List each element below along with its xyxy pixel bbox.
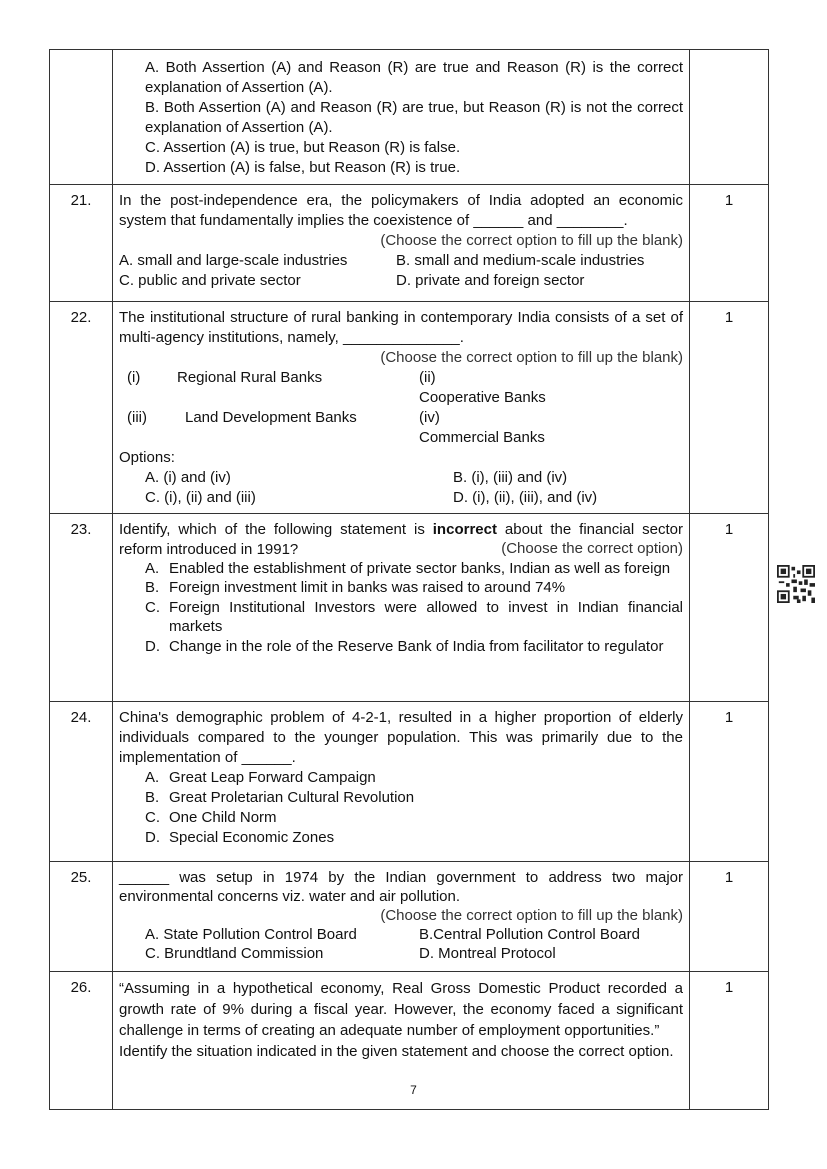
marks-cell: 1 — [690, 972, 769, 1110]
question-number — [50, 50, 113, 185]
option-c: C. (i), (ii) and (iii) — [145, 489, 256, 506]
option-b: B. Foreign investment limit in banks was raised to around 74% — [145, 579, 566, 596]
question-body — [113, 862, 690, 972]
question-row-25 — [50, 862, 769, 972]
question-number: 26. — [50, 972, 113, 1110]
question-number: 24. — [50, 702, 113, 862]
marks-cell: 1 — [690, 302, 769, 514]
question-number: 22. — [50, 302, 113, 514]
list-item: (i) Regional Rural Banks — [127, 369, 323, 386]
option-d: D. Special Economic Zones — [145, 829, 335, 846]
marks-cell: 1 — [690, 862, 769, 972]
question-number: 25. — [50, 862, 113, 972]
question-row-21 — [50, 185, 769, 302]
option-a: A. Both Assertion (A) and Reason (R) are true and Reason (R) is the correct explanation of Assertion (A). — [145, 59, 683, 96]
question-body — [113, 302, 690, 514]
question-body — [113, 185, 690, 302]
option-b: B. Both Assertion (A) and Reason (R) are true, but Reason (R) is not the correct explanation of Assertion (A). — [145, 99, 683, 136]
question-text: Identify, which of the following statement is incorrect about the financial sector reform introduced in 1991? — [119, 521, 683, 558]
option-c: C. One Child Norm — [145, 809, 277, 826]
page-number: 7 — [410, 1083, 417, 1097]
option-d: D. private and foreign sector — [396, 272, 585, 289]
option-c: C. public and private sector — [119, 272, 301, 289]
option-c: C. Foreign Institutional Investors were allowed to invest in Indian financial markets — [145, 598, 683, 635]
question-table — [49, 49, 769, 1110]
question-row-22 — [50, 302, 769, 514]
list-item: (iv) Commercial Banks — [419, 409, 545, 446]
emphasis-text: incorrect — [432, 521, 497, 538]
list-item: (iii) Land Development Banks — [127, 409, 357, 426]
marks-cell — [690, 50, 769, 185]
question-row-20 — [50, 50, 769, 185]
option-b: B. (i), (iii) and (iv) — [453, 469, 568, 486]
list-item: (ii) Cooperative Banks — [419, 369, 546, 406]
option-c: C. Assertion (A) is true, but Reason (R) is false. — [145, 139, 461, 156]
question-instruction: (Choose the correct option to fill up the blank) — [380, 907, 683, 924]
option-d: D. (i), (ii), (iii), and (iv) — [453, 489, 598, 506]
qr-code-icon — [777, 565, 815, 603]
question-text: In the post-independence era, the policymakers of India adopted an economic system that fundamentally implies the coexistence of ______ and ________. — [119, 192, 683, 229]
option-a: A. State Pollution Control Board — [145, 926, 357, 943]
marks-cell: 1 — [690, 185, 769, 302]
option-d: D. Montreal Protocol — [419, 945, 556, 962]
question-body — [113, 702, 690, 862]
marks-cell: 1 — [690, 702, 769, 862]
option-d: D. Change in the role of the Reserve Bank of India from facilitator to regulator — [145, 637, 664, 655]
option-c: C. Brundtland Commission — [145, 945, 324, 962]
question-row-23 — [50, 514, 769, 702]
option-a: A. Great Leap Forward Campaign — [145, 769, 376, 786]
question-text: China's demographic problem of 4-2-1, resulted in a higher proportion of elderly individuals compared to the younger population. This was primarily due to the implementation of ______. — [119, 709, 683, 766]
question-prompt: Identify the situation indicated in the given statement and choose the correct option. — [119, 1043, 674, 1060]
question-instruction: (Choose the correct option) — [501, 540, 683, 557]
option-b: B. Great Proletarian Cultural Revolution — [145, 789, 415, 806]
option-a: A. Enabled the establishment of private sector banks, Indian as well as foreign — [145, 559, 671, 577]
question-number: 23. — [50, 514, 113, 702]
option-d: D. Assertion (A) is false, but Reason (R) is true. — [145, 159, 461, 176]
question-body — [113, 514, 690, 702]
option-b: B.Central Pollution Control Board — [419, 926, 640, 943]
question-text: “Assuming in a hypothetical economy, Real Gross Domestic Product recorded a growth rate of 9% during a fiscal year. However, the economy faced a significant challenge in terms of creating an adequate number of employment opportunities.” — [119, 980, 683, 1039]
option-a: A. small and large-scale industries — [119, 252, 348, 269]
options-label: Options: — [119, 449, 175, 466]
question-instruction: (Choose the correct option to fill up the blank) — [380, 232, 683, 249]
question-instruction: (Choose the correct option to fill up the blank) — [380, 349, 683, 366]
marks-cell: 1 — [690, 514, 769, 702]
option-b: B. small and medium-scale industries — [396, 252, 645, 269]
option-a: A. (i) and (iv) — [145, 469, 231, 486]
question-text: The institutional structure of rural banking in contemporary India consists of a set of multi-agency institutions, namely, ______________. — [119, 309, 683, 346]
question-row-24 — [50, 702, 769, 862]
question-body — [113, 50, 690, 185]
question-text: ______ was setup in 1974 by the Indian government to address two major environmental concerns viz. water and air pollution. — [119, 869, 683, 905]
question-number: 21. — [50, 185, 113, 302]
